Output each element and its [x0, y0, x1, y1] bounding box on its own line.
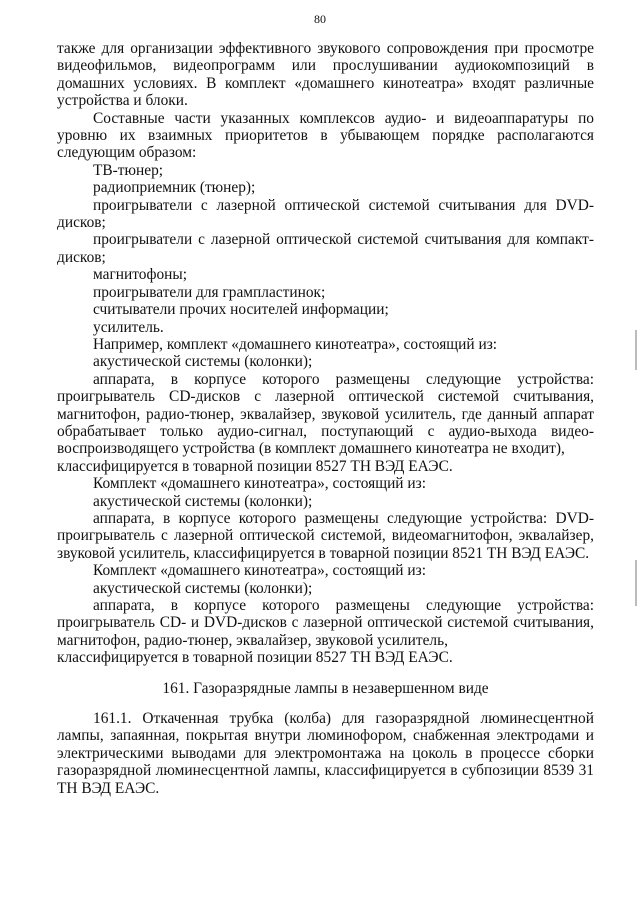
example-item: аппарата, в корпусе которого размещены следующие устройства: проигрыватель CD-дисков с лазерной оптической системой считывания, магнитофон, радио-тюнер, эквалайзер, звуковой усилитель, где данный аппарат обрабатывает только аудио-сигнал, поступающий с аудио-выхода видео-воспроизводящего устройства (в комплект домашнего кинотеатра не входит), [57, 370, 594, 458]
document-body [57, 40, 594, 797]
paragraph-continuation: также для организации эффективного звукового сопровождения при просмотре видеофильмов, видеопрограмм или прослушивании аудиокомпозиций в домашних условиях. В комплект «домашнего кинотеатра» входят различные устройства и блоки. [57, 40, 594, 110]
scan-mark [635, 560, 637, 606]
list-item: ТВ-тюнер; [93, 161, 164, 179]
list-item: радиоприемник (тюнер); [93, 179, 256, 197]
list-item: проигрыватели для грампластинок; [93, 283, 326, 301]
classification-statement: классифицируется в товарной позиции 8527 ТН ВЭД ЕАЭС. [57, 649, 453, 667]
example-intro: Например, комплект «домашнего кинотеатра», состоящий из: [93, 335, 498, 353]
section-paragraph: 161.1. Откаченная трубка (колба) для газоразрядной люминесцентной лампы, запаянная, покрытая внутри люминофором, снабженная электродами и электрическими выводами для электромонтажа на цоколь в процессе сборки газоразрядной люминесцентной лампы, классифицируется в субпозиции 8539 31 ТН ВЭД ЕАЭС. [57, 710, 594, 797]
example-intro: Комплект «домашнего кинотеатра», состоящий из: [93, 562, 426, 580]
example-item: акустической системы (колонки); [93, 353, 313, 371]
scan-mark [635, 330, 637, 370]
paragraph-components-intro: Составные части указанных комплексов аудио- и видеоаппаратуры по уровню их взаимных приоритетов в убывающем порядке располагаются следующим образом: [57, 109, 594, 162]
example-item: аппарата, в корпусе которого размещены следующие устройства: DVD-проигрыватель с лазерной оптической системой, видеомагнитофон, эквалайзер, звуковой усилитель, классифицируется в товарной позиции 8521 ТН ВЭД ЕАЭС. [57, 509, 594, 562]
example-item: аппарата, в корпусе которого размещены следующие устройства: проигрыватель CD- и DVD-дисков с лазерной оптической системой считывания, магнитофон, радио-тюнер, эквалайзер, звуковой усилитель, [57, 597, 594, 649]
classification-statement: классифицируется в товарной позиции 8527 ТН ВЭД ЕАЭС. [57, 457, 453, 475]
section-heading: 161. Газоразрядные лампы в незавершенном виде [162, 679, 489, 697]
list-item: считыватели прочих носителей информации; [93, 301, 389, 319]
example-intro: Комплект «домашнего кинотеатра», состоящий из: [93, 475, 426, 493]
example-item: акустической системы (колонки); [93, 579, 313, 597]
page-number: 80 [314, 12, 326, 26]
list-item: проигрыватели с лазерной оптической системой считывания для компакт-дисков; [57, 231, 594, 266]
list-item: проигрыватели с лазерной оптической системой считывания для DVD-дисков; [57, 196, 594, 232]
list-item: магнитофоны; [93, 266, 187, 284]
example-item: акустической системы (колонки); [93, 492, 313, 510]
list-item: усилитель. [93, 318, 164, 336]
